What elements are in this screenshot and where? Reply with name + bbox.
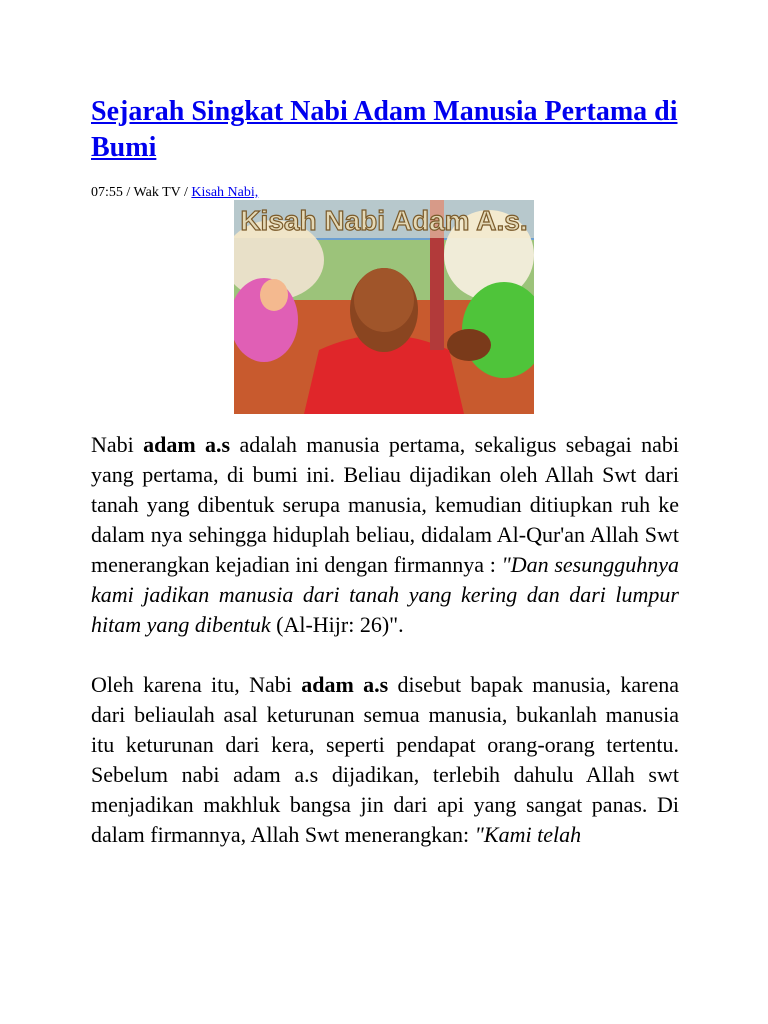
post-label-link[interactable]: Kisah Nabi, [191, 185, 259, 200]
post-time: 07:55 [91, 185, 123, 200]
illustration-svg [234, 200, 534, 414]
paragraph-text: disebut bapak manusia, karena dari beliaulah asal keturunan semua manusia, bukanlah manusia itu keturunan dari kera, seperti pendapat orang-orang tertentu. Sebelum nabi adam a.s dijadikan, terlebih dahulu Allah swt menjadikan makhluk bangsa jin dari api yang sangat panas. Di dalam firmannya, Allah Swt menerangkan: [91, 672, 680, 847]
quran-quote: "Kami telah [474, 822, 582, 847]
article-title-link[interactable]: Sejarah Singkat Nabi Adam Manusia Pertama di Bumi [91, 96, 678, 163]
quran-quote: "Dan sesungguhnya kami jadikan manusia dari tanah yang kering dan dari lumpur hitam yang dibentuk [91, 552, 679, 637]
paragraph-text: Nabi [91, 432, 144, 457]
post-author: Wak TV [133, 185, 181, 200]
paragraph-text: (Al-Hijr: 26)". [270, 612, 404, 637]
meta-separator: / [180, 185, 192, 200]
meta-separator: / [122, 185, 134, 200]
article-title [91, 94, 679, 166]
paragraph-1 [91, 430, 679, 640]
bold-term: adam a.s [143, 432, 231, 457]
paragraph-text: Oleh karena itu, Nabi [91, 672, 302, 697]
illustration-title: Kisah Nabi Adam A.s. [240, 205, 528, 236]
bold-term: adam a.s [301, 672, 389, 697]
paragraph-2 [91, 670, 679, 850]
article [91, 94, 679, 850]
paragraph-text: adalah manusia pertama, sekaligus sebagai nabi yang pertama, di bumi ini. Beliau dijadikan oleh Allah Swt dari tanah yang dibentuk serupa manusia, kemudian ditiupkan ruh ke dalam nya sehingga hiduplah beliau, didalam Al-Qur'an Allah Swt menerangkan kejadian ini dengan firmannya : [91, 432, 680, 577]
article-illustration [234, 200, 534, 414]
